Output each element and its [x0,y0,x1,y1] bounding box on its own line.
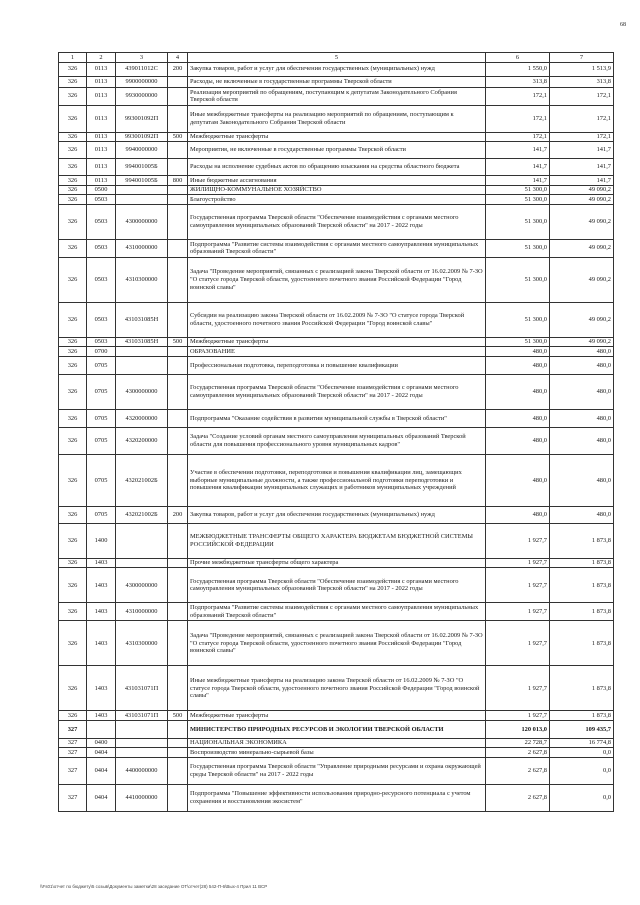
table-row [59,523,614,558]
cell-plan-amount: 480,0 [486,506,550,523]
cell-plan-amount: 51 300,0 [486,302,550,337]
cell-target-article: 431031085Н [116,337,168,347]
cell-section-code: 0503 [87,195,116,205]
cell-description: Воспроизводство минерально-сырьевой базы [188,748,486,758]
cell-description: ОБРАЗОВАНИЕ [188,347,486,357]
cell-target-article: 4310000000 [116,603,168,621]
cell-expense-type [168,720,188,738]
cell-section-code: 0113 [87,176,116,186]
table-row [59,87,614,105]
cell-target-article: 4400000000 [116,758,168,785]
header-row [59,53,614,63]
cell-target-article: 432021002Б [116,454,168,506]
cell-admin-code: 326 [59,239,87,257]
cell-expense-type [168,195,188,205]
cell-plan-amount: 51 300,0 [486,239,550,257]
cell-section-code: 0113 [87,142,116,159]
table-row [59,239,614,257]
cell-expense-type: 500 [168,711,188,721]
table-row [59,374,614,409]
cell-plan-amount: 1 927,7 [486,603,550,621]
table-row [59,76,614,87]
cell-expense-type [168,142,188,159]
header-cell: 4 [168,53,188,63]
table-row [59,105,614,132]
table-row [59,185,614,195]
cell-actual-amount: 1 513,9 [550,62,614,76]
cell-description: Благоустройство [188,195,486,205]
cell-section-code: 1403 [87,621,116,666]
cell-actual-amount: 109 435,7 [550,720,614,738]
table-row [59,356,614,374]
table-row [59,666,614,711]
cell-expense-type [168,257,188,302]
table-row [59,785,614,812]
cell-admin-code: 326 [59,523,87,558]
cell-section-code: 0400 [87,738,116,748]
cell-expense-type: 800 [168,176,188,186]
header-cell: 7 [550,53,614,63]
cell-expense-type [168,738,188,748]
cell-plan-amount: 22 728,7 [486,738,550,748]
cell-target-article [116,748,168,758]
cell-plan-amount: 1 927,7 [486,621,550,666]
cell-actual-amount: 480,0 [550,427,614,454]
cell-description: Профессиональная подготовка, переподготовка и повышение квалификации [188,356,486,374]
cell-target-article [116,720,168,738]
cell-plan-amount: 480,0 [486,454,550,506]
cell-admin-code: 326 [59,176,87,186]
cell-section-code: 0503 [87,257,116,302]
cell-plan-amount: 1 550,0 [486,62,550,76]
cell-actual-amount: 49 090,2 [550,195,614,205]
cell-expense-type: 200 [168,62,188,76]
cell-target-article: 9940000000 [116,142,168,159]
cell-plan-amount: 1 927,7 [486,711,550,721]
table-row [59,176,614,186]
cell-description: МИНИСТЕРСТВО ПРИРОДНЫХ РЕСУРСОВ И ЭКОЛОГИИ ТВЕРСКОЙ ОБЛАСТИ [188,720,486,738]
cell-section-code: 0705 [87,427,116,454]
header-cell: 1 [59,53,87,63]
cell-section-code: 0503 [87,337,116,347]
cell-actual-amount: 1 873,8 [550,523,614,558]
cell-section-code: 0113 [87,76,116,87]
cell-admin-code: 326 [59,142,87,159]
cell-target-article: 432021002Б [116,506,168,523]
cell-plan-amount: 480,0 [486,374,550,409]
cell-target-article: 4320200000 [116,427,168,454]
cell-expense-type [168,621,188,666]
cell-admin-code: 326 [59,185,87,195]
cell-target-article: 4310300000 [116,257,168,302]
cell-expense-type: 500 [168,132,188,142]
cell-description: Реализация мероприятий по обращениям, поступающим к депутатам Законодательного Собрания Тверской области [188,87,486,105]
cell-description: Иные межбюджетные трансферты на реализацию закона Тверской области от 16.02.2009 № 7-ЗО "О статусе города Тверской области, удостоенного почетного звания Российской Федерации "Город воинской славы" [188,666,486,711]
cell-section-code: 0705 [87,356,116,374]
cell-admin-code: 326 [59,62,87,76]
cell-target-article: 4320000000 [116,409,168,427]
cell-admin-code: 326 [59,506,87,523]
cell-actual-amount: 480,0 [550,454,614,506]
cell-section-code: 0113 [87,159,116,176]
cell-description: Мероприятия, не включенные в государственные программы Тверской области [188,142,486,159]
table-row [59,568,614,603]
cell-plan-amount: 120 013,0 [486,720,550,738]
cell-actual-amount: 480,0 [550,356,614,374]
cell-admin-code: 326 [59,427,87,454]
cell-section-code: 0113 [87,87,116,105]
cell-description: Межбюджетные трансферты [188,132,486,142]
cell-admin-code: 326 [59,374,87,409]
cell-expense-type [168,105,188,132]
cell-plan-amount: 2 627,8 [486,758,550,785]
cell-actual-amount: 49 090,2 [550,302,614,337]
cell-target-article: 4300000000 [116,374,168,409]
cell-plan-amount: 172,1 [486,87,550,105]
cell-admin-code: 326 [59,347,87,357]
cell-target-article: 4310300000 [116,621,168,666]
cell-target-article: 4310000000 [116,239,168,257]
cell-actual-amount: 49 090,2 [550,185,614,195]
cell-plan-amount: 1 927,7 [486,523,550,558]
cell-actual-amount: 141,7 [550,159,614,176]
cell-description: Государственная программа Тверской области "Обеспечение взаимодействия с органами местного самоуправления муниципальных образований Тверской области" на 2017 - 2022 годы [188,568,486,603]
cell-target-article: 993001092П [116,132,168,142]
table-row [59,558,614,568]
cell-section-code: 1403 [87,666,116,711]
cell-plan-amount: 141,7 [486,142,550,159]
cell-admin-code: 327 [59,748,87,758]
cell-section-code: 0705 [87,454,116,506]
cell-actual-amount: 1 873,8 [550,558,614,568]
cell-expense-type [168,356,188,374]
table-row [59,748,614,758]
header-cell: 6 [486,53,550,63]
cell-description: Задача "Проведение мероприятий, связанных с реализацией закона Тверской области от 16.02.2009 № 7-ЗО "О статусе города Тверской области, удостоенного почетного звания Российской Федерации "Город воинской славы" [188,621,486,666]
cell-expense-type [168,409,188,427]
cell-description: Расходы, не включенные в государственные программы Тверской области [188,76,486,87]
table-row [59,603,614,621]
cell-expense-type [168,347,188,357]
cell-actual-amount: 1 873,8 [550,603,614,621]
cell-expense-type [168,523,188,558]
cell-actual-amount: 16 774,8 [550,738,614,748]
cell-description: Государственная программа Тверской области "Обеспечение взаимодействия с органами местного самоуправления муниципальных образований Тверской области" на 2017 - 2022 годы [188,374,486,409]
cell-actual-amount: 141,7 [550,142,614,159]
cell-section-code: 0705 [87,374,116,409]
cell-section-code: 0503 [87,302,116,337]
cell-actual-amount: 480,0 [550,409,614,427]
cell-expense-type [168,204,188,239]
cell-target-article: 9930000000 [116,87,168,105]
page-number: 68 [620,22,626,28]
cell-expense-type [168,239,188,257]
table-row [59,159,614,176]
table-row [59,195,614,205]
cell-admin-code: 326 [59,711,87,721]
cell-actual-amount: 49 090,2 [550,239,614,257]
cell-description: Подпрограмма "Повышение эффективности использования природно-ресурсного потенциала с учетом сохранения и восстановления экосистем" [188,785,486,812]
header-cell: 5 [188,53,486,63]
cell-admin-code: 326 [59,159,87,176]
cell-actual-amount: 0,0 [550,748,614,758]
table-row [59,204,614,239]
cell-actual-amount: 141,7 [550,176,614,186]
cell-description: Задача "Проведение мероприятий, связанных с реализацией закона Тверской области от 16.02.2009 № 7-ЗО "О статусе города Тверской области, удостоенного почетного звания Российской Федерации "Город воинской славы" [188,257,486,302]
cell-admin-code: 326 [59,409,87,427]
cell-expense-type: 500 [168,337,188,347]
cell-expense-type [168,87,188,105]
cell-target-article [116,195,168,205]
cell-expense-type [168,603,188,621]
cell-admin-code: 326 [59,132,87,142]
table-row [59,720,614,738]
cell-admin-code: 327 [59,738,87,748]
cell-plan-amount: 51 300,0 [486,204,550,239]
cell-admin-code: 326 [59,568,87,603]
cell-admin-code: 326 [59,195,87,205]
cell-plan-amount: 141,7 [486,176,550,186]
cell-actual-amount: 480,0 [550,347,614,357]
cell-section-code: 0404 [87,758,116,785]
table-row [59,409,614,427]
cell-section-code: 0700 [87,347,116,357]
cell-admin-code: 326 [59,666,87,711]
cell-plan-amount: 51 300,0 [486,337,550,347]
table-row [59,257,614,302]
cell-section-code: 0113 [87,132,116,142]
cell-description: Иные бюджетные ассигнования [188,176,486,186]
cell-description: Подпрограмма "Оказание содействия в развитии муниципальной службы в Тверской области" [188,409,486,427]
cell-target-article: 4410000000 [116,785,168,812]
table-row [59,711,614,721]
cell-actual-amount: 172,1 [550,105,614,132]
cell-section-code: 0705 [87,409,116,427]
cell-actual-amount: 172,1 [550,132,614,142]
cell-target-article [116,558,168,568]
cell-expense-type [168,185,188,195]
cell-description: Подпрограмма "Развитие системы взаимодействия с органами местного самоуправления муниципальных образований Тверской области" [188,239,486,257]
header-cell: 3 [116,53,168,63]
table-row [59,621,614,666]
cell-expense-type [168,302,188,337]
cell-expense-type [168,558,188,568]
cell-actual-amount: 49 090,2 [550,257,614,302]
table-row [59,337,614,347]
cell-description: Расходы на исполнение судебных актов по обращению взыскания на средства областного бюджета [188,159,486,176]
cell-expense-type [168,568,188,603]
cell-admin-code: 326 [59,87,87,105]
cell-description: Закупка товаров, работ и услуг для обеспечения государственных (муниципальных) нужд [188,506,486,523]
cell-target-article [116,347,168,357]
cell-section-code [87,720,116,738]
cell-section-code: 0503 [87,239,116,257]
cell-expense-type [168,454,188,506]
cell-actual-amount: 49 090,2 [550,337,614,347]
cell-admin-code: 326 [59,558,87,568]
table-row [59,302,614,337]
cell-description: Государственная программа Тверской области "Управление природными ресурсами и охрана окружающей среды Тверской области" на 2017 - 2022 годы [188,758,486,785]
cell-section-code: 1403 [87,568,116,603]
cell-target-article: 431031071П [116,666,168,711]
cell-actual-amount: 172,1 [550,87,614,105]
table-row [59,427,614,454]
file-path-footer: \\Fs01\отчет по бюджету\5 созыв\Документы заметки\28 заседание ОТ\отчет(28) 542-П-6\Вых-4 Прил 11 ВСР [40,884,268,889]
table-row [59,132,614,142]
cell-actual-amount: 49 090,2 [550,204,614,239]
cell-plan-amount: 1 927,7 [486,666,550,711]
cell-section-code: 1403 [87,711,116,721]
cell-expense-type [168,374,188,409]
cell-description: Субсидии на реализацию закона Тверской области от 16.02.2009 № 7-ЗО "О статусе города Тверской области, удостоенного почетного звания Российской Федерации "Город воинской славы" [188,302,486,337]
cell-admin-code: 326 [59,337,87,347]
table-row [59,454,614,506]
cell-actual-amount: 1 873,8 [550,711,614,721]
cell-admin-code: 326 [59,454,87,506]
cell-description: Иные межбюджетные трансферты на реализацию мероприятий по обращениям, поступающим к депутатам Законодательного Собрания Тверской области [188,105,486,132]
cell-target-article [116,356,168,374]
cell-admin-code: 326 [59,603,87,621]
cell-plan-amount: 51 300,0 [486,185,550,195]
table-row [59,758,614,785]
cell-plan-amount: 313,8 [486,76,550,87]
table-body [59,62,614,811]
cell-actual-amount: 313,8 [550,76,614,87]
cell-plan-amount: 172,1 [486,132,550,142]
cell-target-article [116,185,168,195]
cell-expense-type [168,666,188,711]
cell-admin-code: 326 [59,204,87,239]
cell-expense-type [168,159,188,176]
cell-admin-code: 326 [59,302,87,337]
cell-description: Закупка товаров, работ и услуг для обеспечения государственных (муниципальных) нужд [188,62,486,76]
cell-actual-amount: 480,0 [550,374,614,409]
cell-description: НАЦИОНАЛЬНАЯ ЭКОНОМИКА [188,738,486,748]
cell-description: Межбюджетные трансферты [188,337,486,347]
cell-plan-amount: 480,0 [486,427,550,454]
table-row [59,142,614,159]
cell-section-code: 0503 [87,204,116,239]
cell-description: Межбюджетные трансферты [188,711,486,721]
cell-expense-type [168,427,188,454]
cell-description: Задача "Создание условий органам местного самоуправления муниципальных образований Тверской области для повышения профессионального уровня муниципальных кадров" [188,427,486,454]
cell-plan-amount: 51 300,0 [486,257,550,302]
cell-plan-amount: 1 927,7 [486,568,550,603]
cell-description: Государственная программа Тверской области "Обеспечение взаимодействия с органами местного самоуправления муниципальных образований Тверской области" на 2017 - 2022 годы [188,204,486,239]
cell-actual-amount: 0,0 [550,758,614,785]
cell-section-code: 0705 [87,506,116,523]
cell-target-article: 431031085Н [116,302,168,337]
cell-actual-amount: 480,0 [550,506,614,523]
cell-actual-amount: 1 873,8 [550,621,614,666]
cell-target-article: 9900000000 [116,76,168,87]
cell-description: Подпрограмма "Развитие системы взаимодействия с органами местного самоуправления муниципальных образований Тверской области" [188,603,486,621]
header-cell: 2 [87,53,116,63]
cell-section-code: 0404 [87,785,116,812]
cell-plan-amount: 2 627,8 [486,748,550,758]
cell-admin-code: 327 [59,758,87,785]
cell-section-code: 1403 [87,603,116,621]
cell-target-article: 993001092П [116,105,168,132]
cell-admin-code: 326 [59,105,87,132]
cell-target-article: 994001005Б [116,159,168,176]
budget-table [58,52,614,812]
cell-expense-type [168,76,188,87]
cell-expense-type [168,748,188,758]
table-row [59,347,614,357]
table-row [59,506,614,523]
cell-admin-code: 326 [59,76,87,87]
cell-actual-amount: 1 873,8 [550,568,614,603]
cell-expense-type: 200 [168,506,188,523]
cell-section-code: 1403 [87,558,116,568]
cell-target-article: 4300000000 [116,568,168,603]
cell-target-article: 431031071П [116,711,168,721]
cell-target-article [116,523,168,558]
cell-plan-amount: 172,1 [486,105,550,132]
cell-plan-amount: 141,7 [486,159,550,176]
cell-expense-type [168,758,188,785]
cell-plan-amount: 480,0 [486,347,550,357]
cell-admin-code: 326 [59,621,87,666]
cell-admin-code: 326 [59,356,87,374]
cell-section-code: 0113 [87,62,116,76]
table-row [59,62,614,76]
cell-section-code: 0113 [87,105,116,132]
cell-admin-code: 327 [59,720,87,738]
cell-plan-amount: 1 927,7 [486,558,550,568]
cell-actual-amount: 0,0 [550,785,614,812]
cell-section-code: 1400 [87,523,116,558]
cell-description: ЖИЛИЩНО-КОММУНАЛЬНОЕ ХОЗЯЙСТВО [188,185,486,195]
cell-plan-amount: 51 300,0 [486,195,550,205]
cell-description: Участие в обеспечении подготовки, переподготовки и повышения квалификации лиц, замещающих выборные муниципальные должности, а также профессиональной подготовки переподготовки и повышения квалификации муниципальных служащих и работников муниципальных учреждений [188,454,486,506]
table-row [59,738,614,748]
cell-section-code: 0500 [87,185,116,195]
cell-expense-type [168,785,188,812]
cell-section-code: 0404 [87,748,116,758]
cell-plan-amount: 480,0 [486,356,550,374]
cell-plan-amount: 2 627,8 [486,785,550,812]
cell-admin-code: 327 [59,785,87,812]
cell-actual-amount: 1 873,8 [550,666,614,711]
cell-plan-amount: 480,0 [486,409,550,427]
cell-admin-code: 326 [59,257,87,302]
cell-target-article: 439011012С [116,62,168,76]
cell-description: МЕЖБЮДЖЕТНЫЕ ТРАНСФЕРТЫ ОБЩЕГО ХАРАКТЕРА БЮДЖЕТАМ БЮДЖЕТНОЙ СИСТЕМЫ РОССИЙСКОЙ ФЕДЕРАЦИИ [188,523,486,558]
cell-target-article [116,738,168,748]
cell-target-article: 994001005Б [116,176,168,186]
cell-target-article: 4300000000 [116,204,168,239]
cell-description: Прочие межбюджетные трансферты общего характера [188,558,486,568]
